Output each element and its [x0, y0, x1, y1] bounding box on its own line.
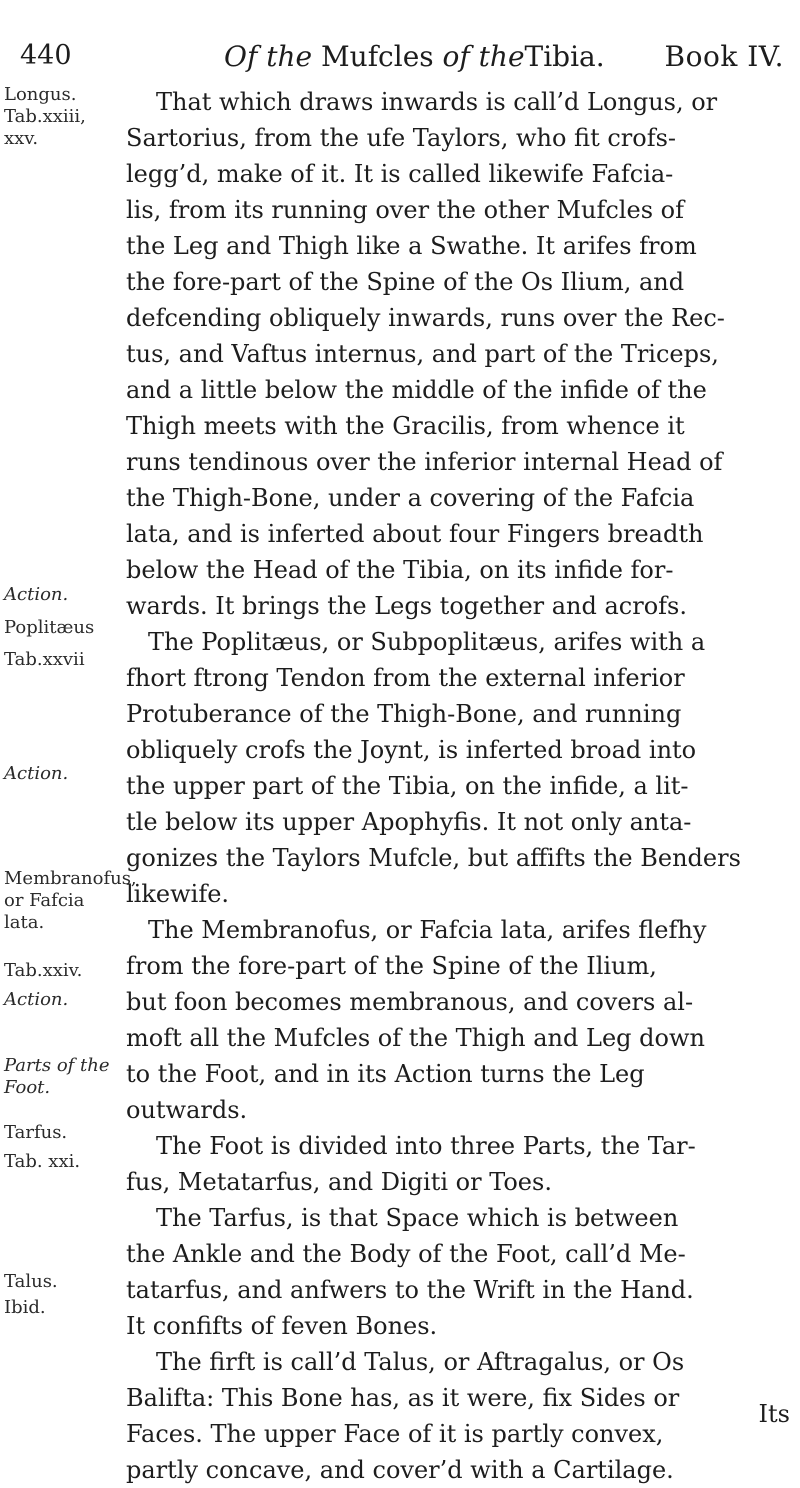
page-number: 440	[20, 40, 72, 71]
margin-note-ibid: Ibid.	[4, 1297, 46, 1318]
text-line: partly concave, and cover’d with a Cartilage.	[126, 1456, 674, 1484]
text-line: Faces. The upper Face of it is partly convex,	[126, 1420, 664, 1448]
text-line: from the fore-part of the Spine of the Ilium,	[126, 952, 657, 980]
margin-note-membranofus: Membranofus, or Fafcia lata.	[4, 868, 137, 933]
margin-note-tab-xxi: Tab. xxi.	[4, 1151, 81, 1172]
running-title	[224, 40, 605, 73]
catchword: Its	[758, 1400, 790, 1428]
margin-note-popliteus: Poplitæus	[4, 617, 95, 638]
margin-note-talus: Talus.	[4, 1271, 58, 1292]
margin-note-action-1: Action.	[4, 584, 69, 605]
margin-note-action-3: Action.	[4, 989, 69, 1010]
text-line: fhort ftrong Tendon from the external inferior	[126, 664, 685, 692]
text-line: The Poplitæus, or Subpoplitæus, arifes with a	[148, 628, 706, 656]
text-line: The Foot is divided into three Parts, the Tar-	[156, 1132, 696, 1160]
text-line: but foon becomes membranous, and covers al-	[126, 988, 694, 1016]
text-line: Sartorius, from the ufe Taylors, who fit crofs-	[126, 124, 677, 152]
title-part-3: of the	[442, 40, 525, 73]
text-line: tus, and Vaftus internus, and part of the Triceps,	[126, 340, 719, 368]
margin-note-longus: Longus.	[4, 84, 77, 105]
text-line: gonizes the Taylors Mufcle, but affifts the Benders	[126, 844, 741, 872]
text-line: defcending obliquely inwards, runs over the Rec-	[126, 304, 725, 332]
text-line: the upper part of the Tibia, on the infide, a lit-	[126, 772, 689, 800]
text-line: moft all the Mufcles of the Thigh and Leg down	[126, 1024, 705, 1052]
text-line: outwards.	[126, 1096, 248, 1124]
text-line: Thigh meets with the Gracilis, from whence it	[126, 412, 685, 440]
book-label: Book IV.	[664, 40, 784, 73]
text-line: Protuberance of the Thigh-Bone, and running	[126, 700, 682, 728]
title-part-4: Tibia.	[524, 40, 605, 73]
margin-note-tab-xxiv: Tab.xxiv.	[4, 960, 83, 981]
running-header	[20, 40, 790, 74]
text-line: Balifta: This Bone has, as it were, fix Sides or	[126, 1384, 680, 1412]
text-line: The firft is call’d Talus, or Aftragalus, or Os	[156, 1348, 685, 1376]
text-line: tatarfus, and anfwers to the Wrift in the Hand.	[126, 1276, 694, 1304]
text-line: wards. It brings the Legs together and acrofs.	[126, 592, 687, 620]
text-line: to the Foot, and in its Action turns the Leg	[126, 1060, 645, 1088]
text-line: That which draws inwards is call’d Longus, or	[156, 88, 718, 116]
text-line: the fore-part of the Spine of the Os Ilium, and	[126, 268, 685, 296]
text-line: lis, from its running over the other Mufcles of	[126, 196, 684, 224]
text-line: obliquely crofs the Joynt, is inferted broad into	[126, 736, 697, 764]
margin-note-parts-of-foot: Parts of the Foot.	[4, 1055, 110, 1098]
text-line: It confifts of feven Bones.	[126, 1312, 438, 1340]
margin-note-tab-xxiii: Tab.xxiii, xxv.	[4, 106, 86, 149]
text-line: lata, and is inferted about four Fingers breadth	[126, 520, 704, 548]
text-line: likewife.	[126, 880, 230, 908]
text-line: fus, Metatarfus, and Digiti or Toes.	[126, 1168, 552, 1196]
title-part-2: Mufcles	[320, 40, 434, 73]
text-line: legg’d, make of it. It is called likewife Fafcia-	[126, 160, 674, 188]
margin-note-tarfus: Tarfus.	[4, 1122, 68, 1143]
margin-note-action-2: Action.	[4, 763, 69, 784]
text-line: The Tarfus, is that Space which is between	[156, 1204, 679, 1232]
text-line: the Ankle and the Body of the Foot, call’d Me-	[126, 1240, 686, 1268]
text-line: the Thigh-Bone, under a covering of the Fafcia	[126, 484, 695, 512]
text-line: tle below its upper Apophyfis. It not only anta-	[126, 808, 692, 836]
text-line: runs tendinous over the inferior internal Head of	[126, 448, 723, 476]
text-line: and a little below the middle of the infide of the	[126, 376, 707, 404]
title-part-1: Of the	[224, 40, 313, 73]
text-line: below the Head of the Tibia, on its infide for-	[126, 556, 674, 584]
margin-note-tab-xxvii: Tab.xxvii	[4, 649, 85, 670]
text-line: the Leg and Thigh like a Swathe. It arifes from	[126, 232, 697, 260]
text-line: The Membranofus, or Fafcia lata, arifes flefhy	[148, 916, 707, 944]
